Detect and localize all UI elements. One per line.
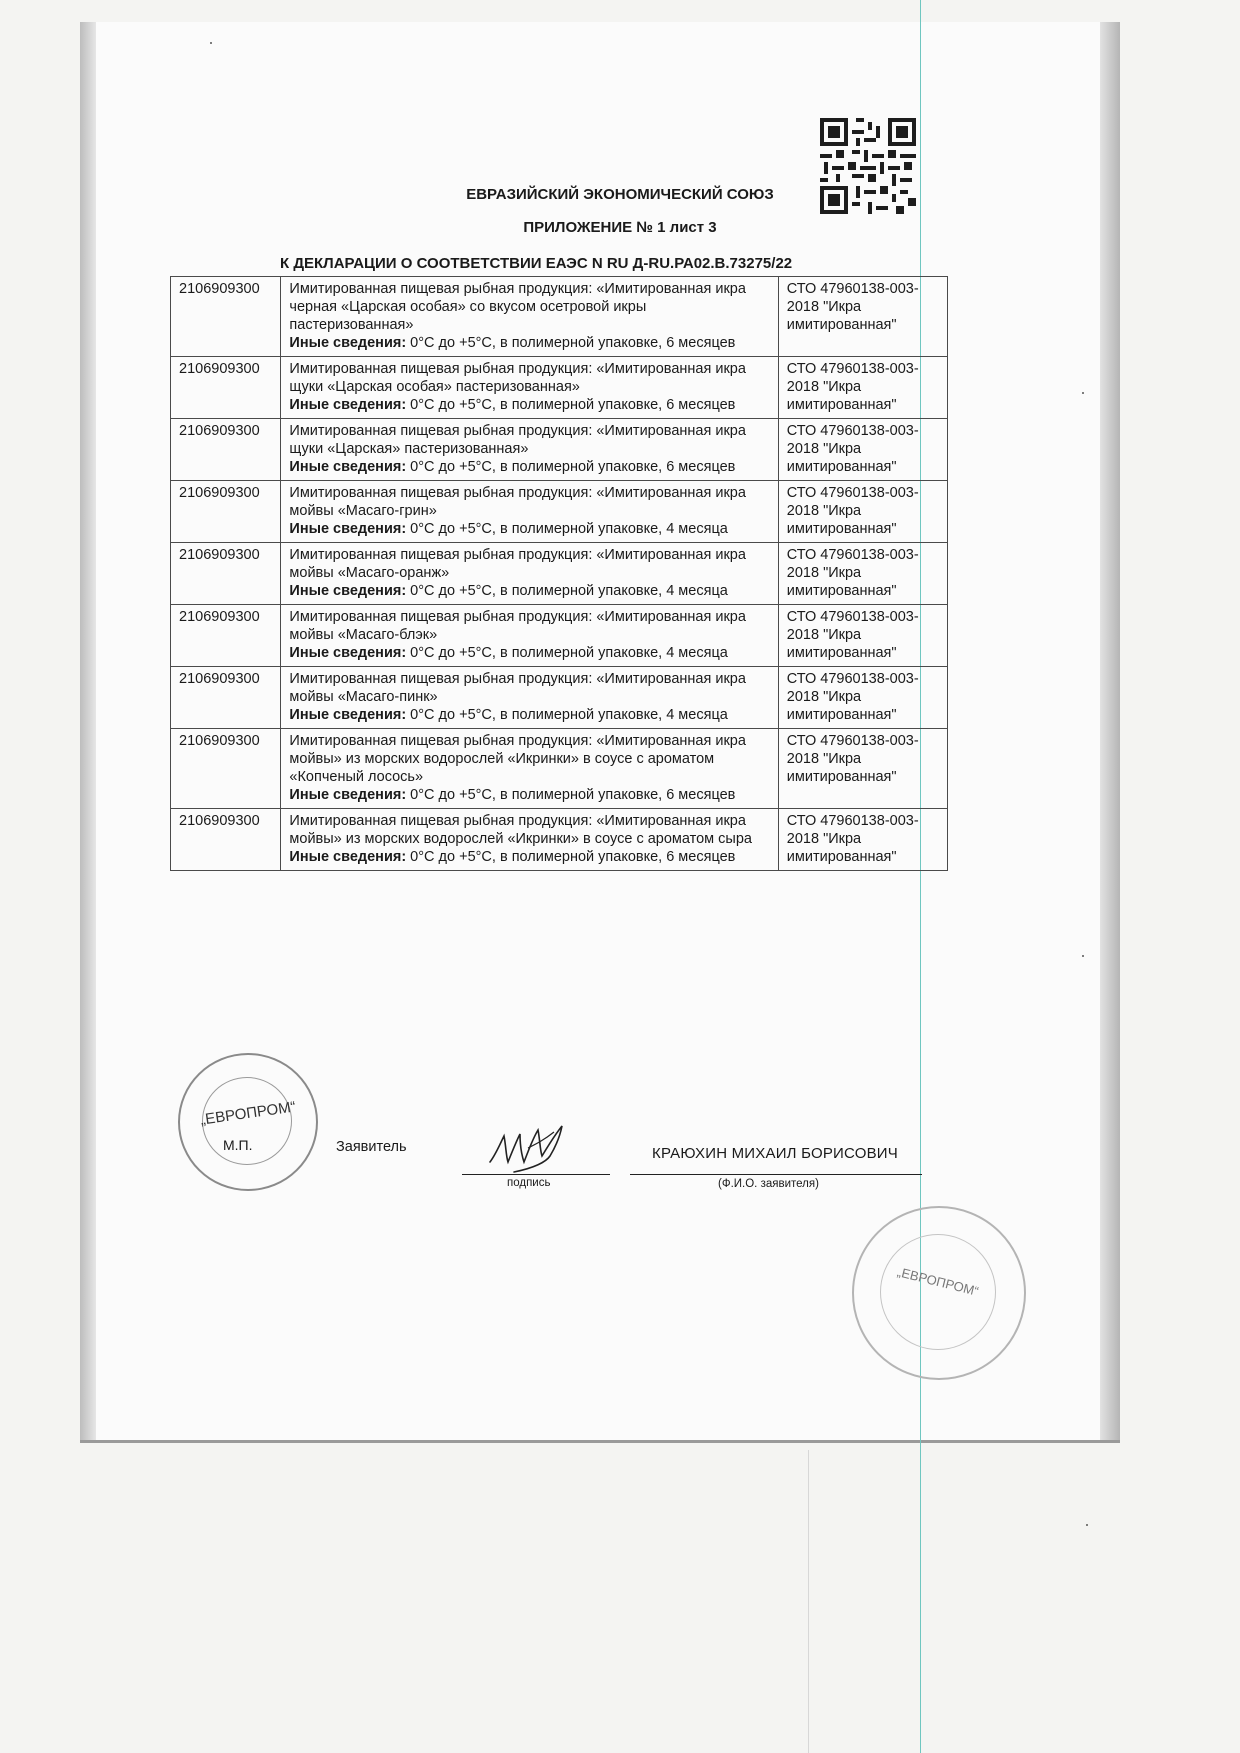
tnved-code: 2106909300 xyxy=(171,809,281,871)
other-info-value: 0°С до +5°С, в полимерной упаковке, 6 месяцев xyxy=(406,335,736,351)
other-info-value: 0°С до +5°С, в полимерной упаковке, 6 месяцев xyxy=(406,397,736,413)
standard-reference: СТО 47960138-003-2018 "Икра имитированная" xyxy=(778,277,947,357)
standard-reference: СТО 47960138-003-2018 "Икра имитированная" xyxy=(778,543,947,605)
company-stamp xyxy=(178,1053,318,1191)
other-info-value: 0°С до +5°С, в полимерной упаковке, 4 месяца xyxy=(406,707,728,723)
product-description: Имитированная пищевая рыбная продукция: «Имитированная икра мойвы «Масаго-оранж» xyxy=(289,547,746,581)
name-caption: (Ф.И.О. заявителя) xyxy=(718,1178,819,1190)
tnved-code: 2106909300 xyxy=(171,729,281,809)
applicant-label: Заявитель xyxy=(336,1139,407,1155)
other-info xyxy=(289,848,769,866)
company-stamp-faded xyxy=(852,1206,1026,1380)
sheet-bottom-edge xyxy=(80,1440,1120,1443)
other-info xyxy=(289,334,769,352)
other-info xyxy=(289,706,769,724)
other-info-value: 0°С до +5°С, в полимерной упаковке, 6 месяцев xyxy=(406,787,736,803)
other-info xyxy=(289,396,769,414)
handwritten-signature xyxy=(484,1118,584,1178)
standard-reference: СТО 47960138-003-2018 "Икра имитированная" xyxy=(778,481,947,543)
signature-line xyxy=(462,1174,610,1175)
product-description-cell xyxy=(281,605,778,667)
other-info-label: Иные сведения: xyxy=(289,583,407,599)
product-description-cell xyxy=(281,419,778,481)
table-row xyxy=(171,809,948,871)
table-row xyxy=(171,605,948,667)
table-row xyxy=(171,419,948,481)
signer-name: КРАЮХИН МИХАИЛ БОРИСОВИЧ xyxy=(652,1145,898,1162)
product-table xyxy=(170,276,948,871)
scan-speck xyxy=(1086,1524,1088,1526)
other-info-value: 0°С до +5°С, в полимерной упаковке, 4 месяца xyxy=(406,521,728,537)
standard-reference: СТО 47960138-003-2018 "Икра имитированная" xyxy=(778,729,947,809)
standard-reference: СТО 47960138-003-2018 "Икра имитированная" xyxy=(778,605,947,667)
product-description-cell xyxy=(281,809,778,871)
product-description-cell xyxy=(281,667,778,729)
table-row xyxy=(171,357,948,419)
product-description: Имитированная пищевая рыбная продукция: «Имитированная икра мойвы» из морских водорослей «Икринки» в соусе с ароматом «Копченый лосось» xyxy=(289,733,746,785)
scan-speck xyxy=(1082,392,1084,394)
other-info xyxy=(289,786,769,804)
standard-reference: СТО 47960138-003-2018 "Икра имитированная" xyxy=(778,419,947,481)
other-info-label: Иные сведения: xyxy=(289,849,407,865)
scanner-artifact-line xyxy=(920,0,921,1753)
tnved-code: 2106909300 xyxy=(171,667,281,729)
product-description-cell xyxy=(281,357,778,419)
other-info-label: Иные сведения: xyxy=(289,397,407,413)
declaration-title: К ДЕКЛАРАЦИИ О СООТВЕТСТВИИ ЕАЭС N RU Д-RU.РА02.В.73275/22 xyxy=(280,255,793,272)
product-description: Имитированная пищевая рыбная продукция: «Имитированная икра щуки «Царская» пастеризованная» xyxy=(289,423,746,457)
scanner-artifact-line xyxy=(808,1450,809,1753)
other-info xyxy=(289,458,769,476)
seal-place-label: М.П. xyxy=(223,1137,253,1153)
product-description: Имитированная пищевая рыбная продукция: «Имитированная икра черная «Царская особая» со вкусом осетровой икры пастеризованная» xyxy=(289,281,746,333)
tnved-code: 2106909300 xyxy=(171,419,281,481)
other-info xyxy=(289,582,769,600)
stamp-company-name: „ЕВРОПРОМ“ xyxy=(199,1098,297,1129)
tnved-code: 2106909300 xyxy=(171,543,281,605)
product-description: Имитированная пищевая рыбная продукция: «Имитированная икра мойвы «Масаго-грин» xyxy=(289,485,746,519)
tnved-code: 2106909300 xyxy=(171,357,281,419)
other-info-value: 0°С до +5°С, в полимерной упаковке, 6 месяцев xyxy=(406,459,736,475)
table-row xyxy=(171,543,948,605)
other-info-label: Иные сведения: xyxy=(289,521,407,537)
other-info xyxy=(289,644,769,662)
other-info-value: 0°С до +5°С, в полимерной упаковке, 6 месяцев xyxy=(406,849,736,865)
scan-speck xyxy=(210,42,212,44)
other-info-label: Иные сведения: xyxy=(289,787,407,803)
other-info-value: 0°С до +5°С, в полимерной упаковке, 4 месяца xyxy=(406,645,728,661)
other-info-label: Иные сведения: xyxy=(289,707,407,723)
product-description: Имитированная пищевая рыбная продукция: «Имитированная икра мойвы» из морских водорослей «Икринки» в соусе с ароматом сыра xyxy=(289,813,752,847)
table-row xyxy=(171,667,948,729)
standard-reference: СТО 47960138-003-2018 "Икра имитированная" xyxy=(778,357,947,419)
table-row xyxy=(171,277,948,357)
other-info-label: Иные сведения: xyxy=(289,335,407,351)
stamp-company-name: „ЕВРОПРОМ“ xyxy=(895,1264,981,1299)
product-description-cell xyxy=(281,277,778,357)
standard-reference: СТО 47960138-003-2018 "Икра имитированная" xyxy=(778,809,947,871)
name-line xyxy=(630,1174,922,1175)
product-description: Имитированная пищевая рыбная продукция: «Имитированная икра мойвы «Масаго-блэк» xyxy=(289,609,746,643)
other-info-label: Иные сведения: xyxy=(289,645,407,661)
union-title: ЕВРАЗИЙСКИЙ ЭКОНОМИЧЕСКИЙ СОЮЗ xyxy=(466,186,774,203)
table-row xyxy=(171,481,948,543)
tnved-code: 2106909300 xyxy=(171,481,281,543)
product-description-cell xyxy=(281,543,778,605)
tnved-code: 2106909300 xyxy=(171,277,281,357)
standard-reference: СТО 47960138-003-2018 "Икра имитированная" xyxy=(778,667,947,729)
product-description-cell xyxy=(281,729,778,809)
product-description: Имитированная пищевая рыбная продукция: «Имитированная икра щуки «Царская особая» пастеризованная» xyxy=(289,361,746,395)
table-row xyxy=(171,729,948,809)
other-info-label: Иные сведения: xyxy=(289,459,407,475)
scan-speck xyxy=(1082,955,1084,957)
tnved-code: 2106909300 xyxy=(171,605,281,667)
product-description: Имитированная пищевая рыбная продукция: «Имитированная икра мойвы «Масаго-пинк» xyxy=(289,671,746,705)
product-description-cell xyxy=(281,481,778,543)
other-info xyxy=(289,520,769,538)
signature-caption: подпись xyxy=(507,1177,551,1189)
other-info-value: 0°С до +5°С, в полимерной упаковке, 4 месяца xyxy=(406,583,728,599)
appendix-title: ПРИЛОЖЕНИЕ № 1 лист 3 xyxy=(523,219,717,236)
